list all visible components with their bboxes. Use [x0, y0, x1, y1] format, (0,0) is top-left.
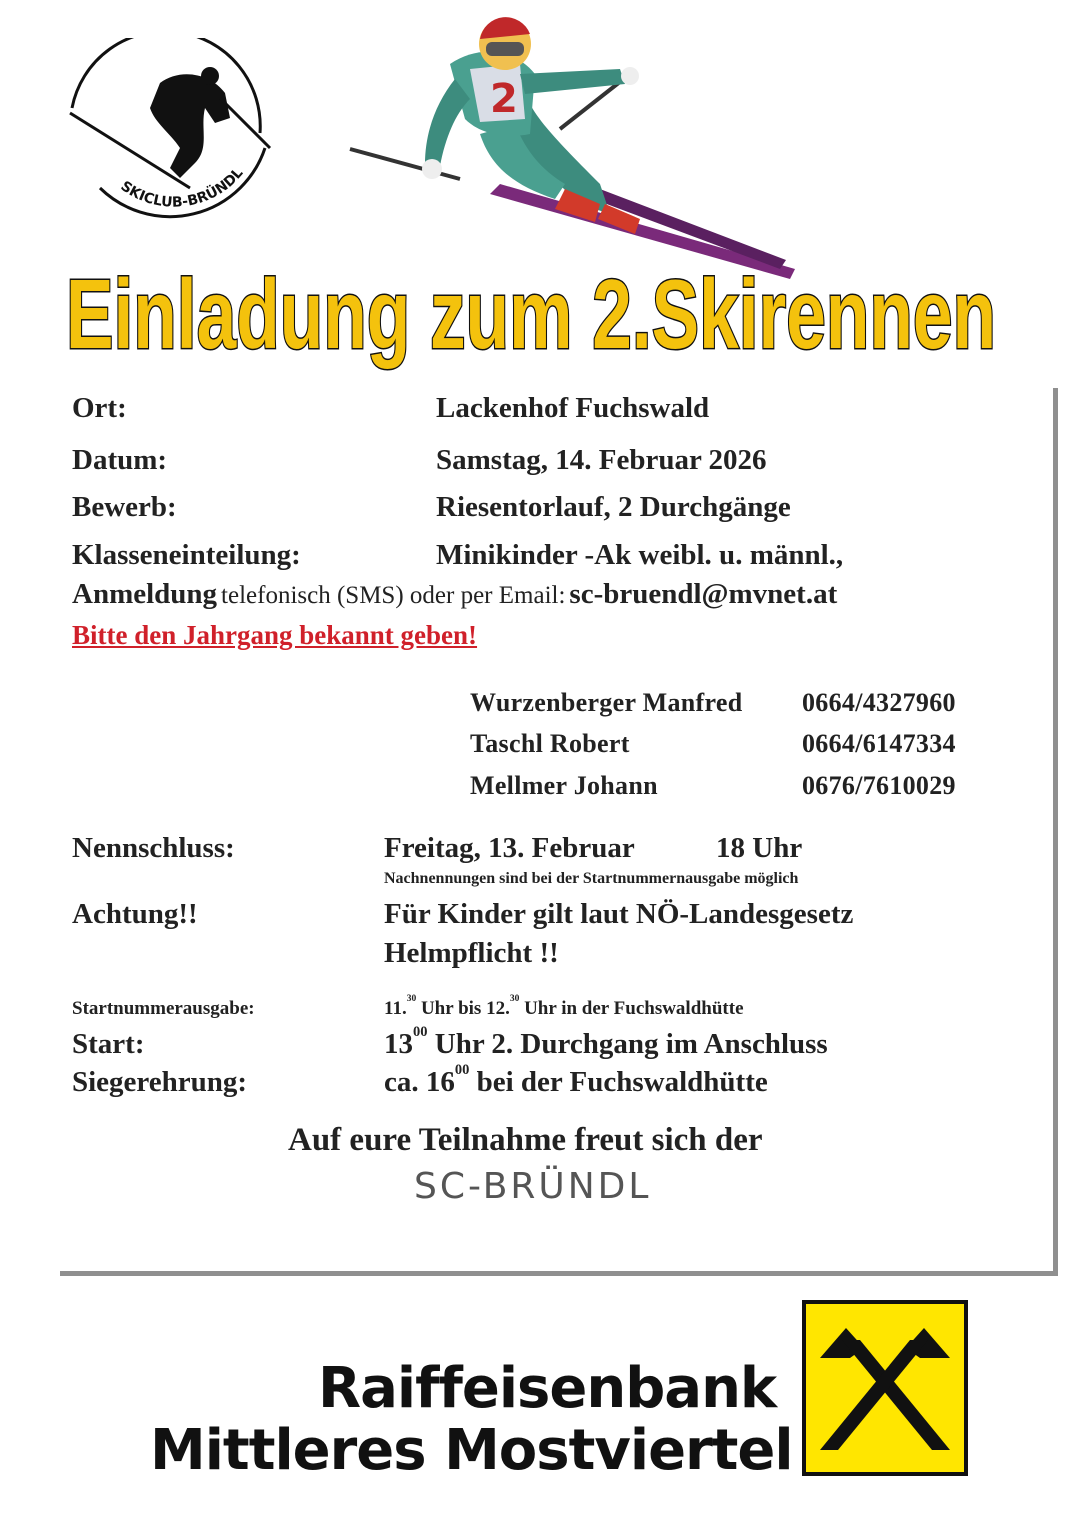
- signature: SC-BRÜNDL: [414, 1166, 652, 1207]
- achtung-label: Achtung!!: [72, 898, 198, 930]
- sponsor-line1: Raiffeisenbank: [318, 1356, 777, 1421]
- startnr-label: Startnummerausgabe:: [72, 998, 255, 1019]
- raiffeisen-gable-cross-icon: [802, 1300, 968, 1476]
- anmeldung-email[interactable]: sc-bruendl@mvnet.at: [569, 578, 838, 610]
- sponsor-line2: Mittleres Mostviertel: [150, 1418, 793, 1483]
- klassen-label: Klasseneinteilung:: [72, 539, 301, 571]
- headline-text: Einladung zum 2.Skirennen: [66, 259, 996, 369]
- datum-label: Datum:: [72, 444, 168, 476]
- sieger-label: Siegerehrung:: [72, 1066, 248, 1098]
- contact-phone: 0676/7610029: [802, 771, 956, 800]
- anmeldung-label: Anmeldung: [72, 578, 218, 610]
- anmeldung-text: telefonisch (SMS) oder per Email:: [221, 582, 566, 609]
- anmeldung-line: [72, 578, 837, 611]
- start-value: $13^{00}$ Uhr 2. Durchgang im Anschluss: [384, 1024, 828, 1060]
- contact-phone: 0664/4327960: [802, 688, 956, 717]
- contact-name: Wurzenberger Manfred: [470, 688, 743, 717]
- thanks-line: Auf eure Teilnahme freut sich der: [288, 1122, 763, 1158]
- nennschluss-label: Nennschluss:: [72, 832, 235, 864]
- datum-value: Samstag, 14. Februar 2026: [436, 444, 767, 476]
- nennschluss-time: 18 Uhr: [716, 832, 803, 864]
- achtung-line2: Helmpflicht !!: [384, 937, 559, 969]
- bewerb-label: Bewerb:: [72, 491, 177, 523]
- svg-text:2: 2: [490, 76, 518, 122]
- achtung-line1: Für Kinder gilt laut NÖ-Landesgesetz: [384, 898, 854, 930]
- nachnennung-note: Nachnennungen sind bei der Startnummernausgabe möglich: [384, 870, 799, 887]
- skiclub-logo: [60, 38, 280, 238]
- contact-name: Mellmer Johann: [470, 771, 658, 800]
- ort-label: Ort:: [72, 392, 127, 424]
- klassen-value: Minikinder -Ak weibl. u. männl.,: [436, 539, 844, 571]
- ort-value: Lackenhof Fuchswald: [436, 392, 710, 424]
- sieger-value: ca. $16^{00}$ bei der Fuchswaldhütte: [384, 1062, 768, 1098]
- raiffeisen-logo: [802, 1300, 968, 1476]
- jahrgang-note: Bitte den Jahrgang bekannt geben!: [72, 620, 478, 650]
- skier-silhouette-icon: [60, 38, 280, 238]
- contact-name: Taschl Robert: [470, 729, 630, 758]
- contact-phone: 0664/6147334: [802, 729, 956, 758]
- nennschluss-day: Freitag, 13. Februar: [384, 832, 635, 864]
- start-label: Start:: [72, 1028, 145, 1060]
- bewerb-value: Riesentorlauf, 2 Durchgänge: [436, 491, 791, 523]
- headline: [62, 250, 1022, 390]
- svg-text:SKICLUB-BRÜNDL: SKICLUB-BRÜNDL: [117, 165, 247, 211]
- startnr-value: 11.30 Uhr bis 12.30 Uhr in der Fuchswaldhütte: [384, 994, 744, 1019]
